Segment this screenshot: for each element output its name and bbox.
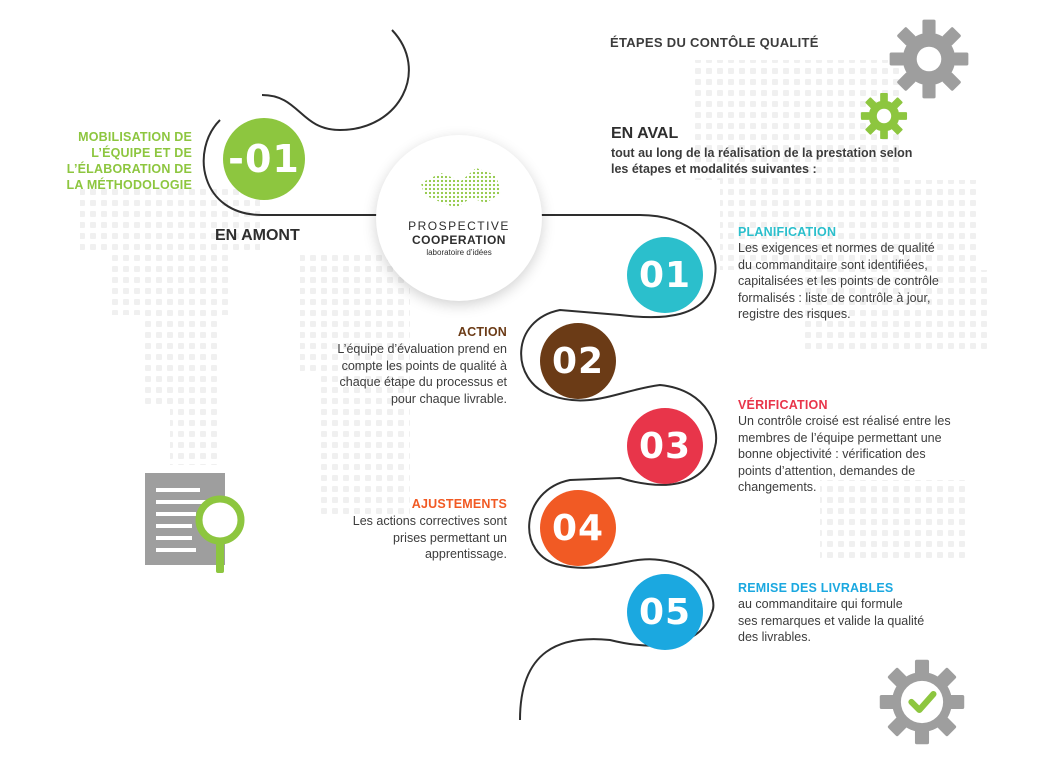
gear-check-icon <box>878 658 966 746</box>
logo <box>376 135 542 301</box>
step-text-verification: Un contrôle croisé est réalisé entre les membres de l’équipe permettant une bonne objectivité : vérification des points d’attention, demandes de changements. <box>738 414 951 494</box>
step-circle-02: 02 <box>540 323 616 399</box>
page-title: ÉTAPES DU CONTÔLE QUALITÉ <box>610 35 819 50</box>
step-circle-04: 04 <box>540 490 616 566</box>
amont-left-label: MOBILISATION DE L’ÉQUIPE ET DE L’ÉLABORATION DE LA MÉTHODOLOGIE <box>66 130 192 192</box>
step-title-ajustements: AJUSTEMENTS <box>411 497 507 511</box>
step-title-planification: PLANIFICATION <box>738 225 837 239</box>
logo-line-2: COOPERATION <box>412 233 506 247</box>
step-title-verification: VÉRIFICATION <box>738 398 828 412</box>
step-text-action: L’équipe d’évaluation prend en compte les points de qualité à chaque étape du processus et pour chaque livrable. <box>337 342 507 406</box>
gear-icon <box>888 18 970 100</box>
amont-label: EN AMONT <box>215 227 300 244</box>
step-circle-03: 03 <box>627 408 703 484</box>
gear-icon <box>860 92 908 140</box>
step-title-action: ACTION <box>457 325 507 339</box>
logo-line-1: PROSPECTIVE <box>408 219 510 233</box>
step-text-remise: au commanditaire qui formule ses remarques et valide la qualité des livrables. <box>738 597 925 644</box>
step-text-ajustements: Les actions correctives sont prises permettant un apprentissage. <box>352 514 507 561</box>
step-text-planification: Les exigences et normes de qualité du commanditaire sont identifiées, capitalisées et les points de contrôle formalisés : liste de contrôle à jour, registre des risques. <box>738 241 939 321</box>
logo-dots-icon <box>416 163 506 213</box>
aval-title: EN AVAL <box>611 125 679 142</box>
document-search-icon <box>140 468 250 578</box>
step-circle-amont: -01 <box>223 118 305 200</box>
step-circle-05: 05 <box>627 574 703 650</box>
aval-subtitle: tout au long de la réalisation de la prestation selon les étapes et modalités suivantes : <box>611 146 913 176</box>
step-title-remise: REMISE DES LIVRABLES <box>738 581 894 595</box>
step-circle-01: 01 <box>627 237 703 313</box>
logo-line-3: laboratoire d’idées <box>426 248 492 257</box>
